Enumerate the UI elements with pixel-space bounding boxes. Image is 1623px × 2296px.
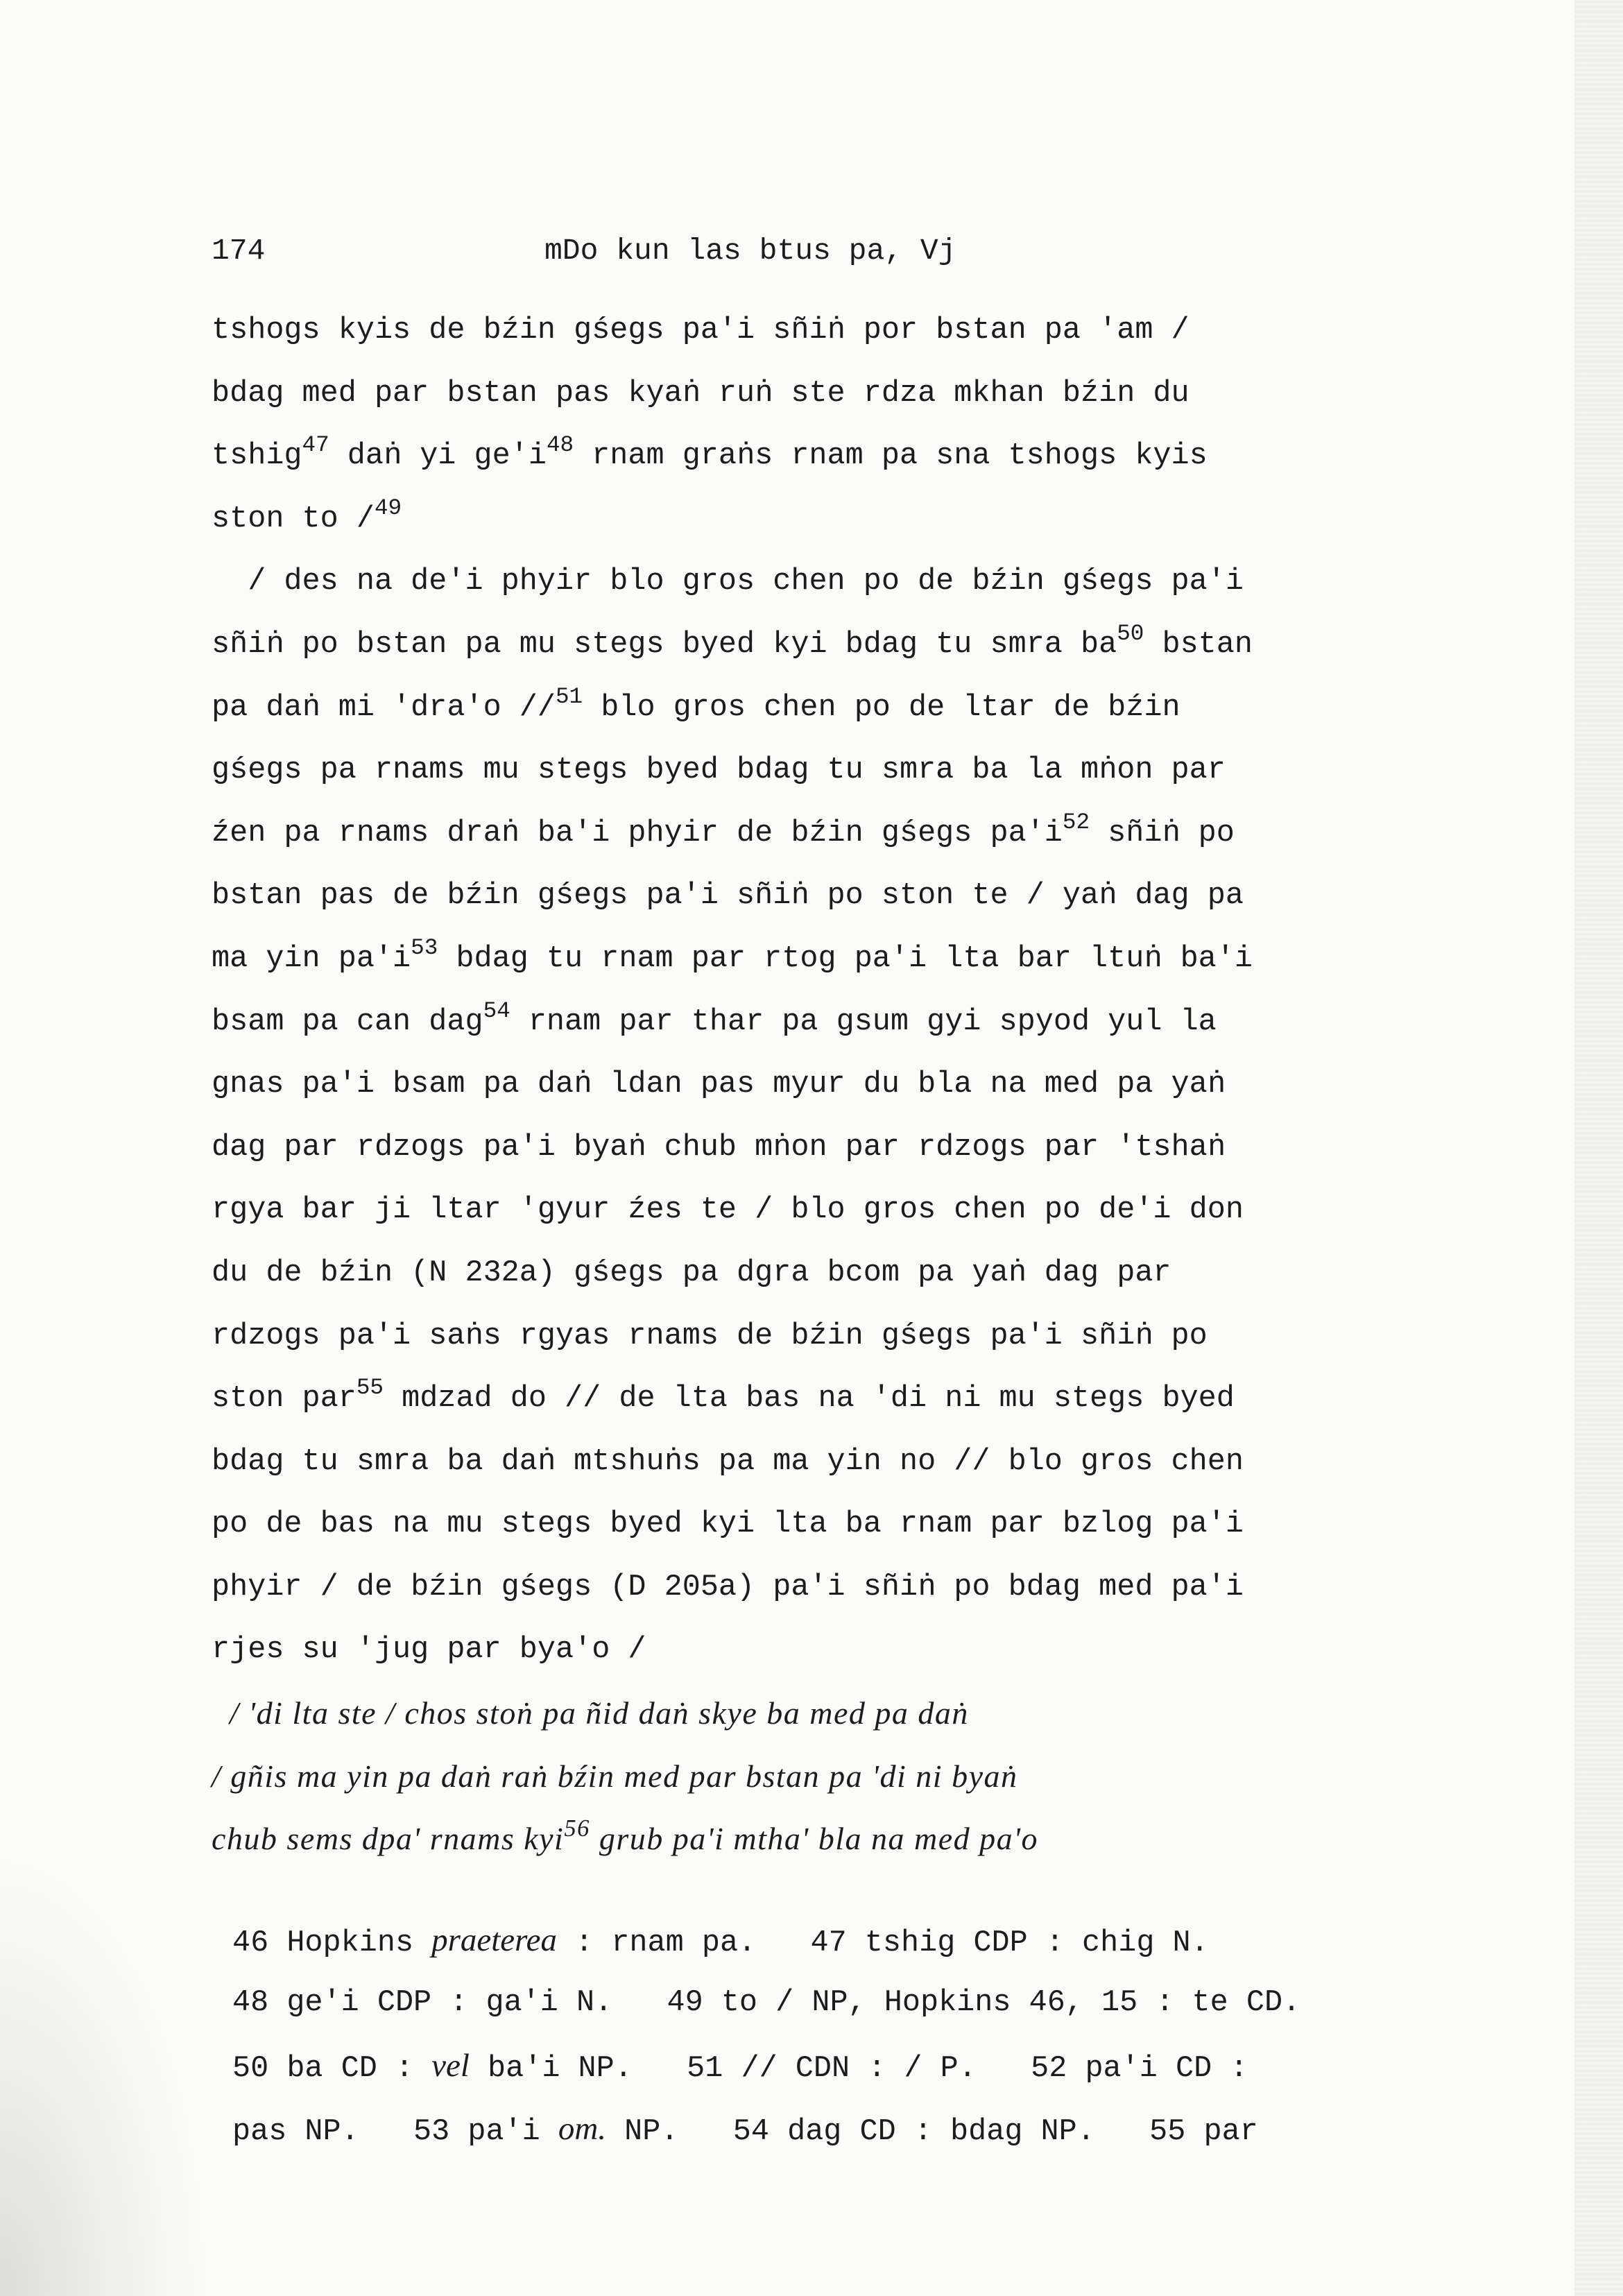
text-segment: / 'di lta ste / chos stoṅ pa ñid daṅ skye ba med pa daṅ [212, 1695, 969, 1731]
body-line [212, 488, 1467, 551]
text-segment: : rnam pa. 47 tshig CDP : chig N. [557, 1926, 1209, 1960]
footnote-ref: 54 [483, 997, 510, 1024]
footnote-ref: 48 [546, 432, 574, 459]
footnote-line [232, 2034, 1481, 2098]
body-line [212, 1117, 1467, 1180]
footnote-ref: 47 [302, 432, 329, 459]
page-number: 174 [212, 234, 266, 268]
italic-term: om. [558, 2110, 607, 2147]
text-segment: tshig [212, 439, 302, 474]
body-line [212, 739, 1467, 803]
italic-line [212, 1808, 1467, 1871]
italic-term: vel [431, 2048, 470, 2084]
body-line [212, 1557, 1467, 1620]
text-segment: bstan [1144, 627, 1253, 662]
footnote-ref: 56 [564, 1815, 590, 1842]
text-segment: / des na de'i phyir blo gros chen po de bźin gśegs pa'i [212, 565, 1244, 599]
text-segment: ston to / [212, 502, 375, 536]
text-segment: rnam graṅs rnam pa sna tshogs kyis [574, 439, 1208, 474]
text-segment: sñiṅ po [1090, 816, 1235, 850]
body-line [212, 1242, 1467, 1305]
text-segment: bdag tu rnam par rtog pa'i lta bar ltuṅ ba'i [438, 941, 1253, 976]
text-segment: tshogs kyis de bźin gśegs pa'i sñiṅ por bstan pa 'am / [212, 314, 1190, 348]
text-segment: 48 ge'i CDP : ga'i N. 49 to / NP, Hopkins 46, 15 : te CD. [232, 1985, 1301, 2020]
body-line [212, 928, 1467, 991]
footnotes [232, 1909, 1481, 2160]
body-lines [212, 300, 1467, 1682]
text-segment: ma yin pa'i [212, 941, 411, 976]
scan-corner-shadow [0, 1852, 208, 2296]
footnote-ref: 55 [356, 1375, 384, 1401]
text-segment: 50 ba CD : [232, 2052, 432, 2087]
text-segment: bstan pas de bźin gśegs pa'i sñiṅ po ston te / yaṅ dag pa [212, 879, 1244, 914]
text-segment: du de bźin (N 232a) gśegs pa dgra bcom pa yaṅ dag par [212, 1256, 1171, 1290]
text-segment: chub sems dpa' rnams kyi [212, 1821, 565, 1857]
text-segment: 46 Hopkins [232, 1926, 432, 1960]
body-line [212, 803, 1467, 866]
footnote-line [232, 1909, 1481, 1972]
italic-passage [212, 1682, 1467, 1871]
text-segment: / gñis ma yin pa daṅ raṅ bźin med par bstan pa 'di ni byaṅ [212, 1758, 1018, 1794]
text-segment: pas NP. 53 pa'i [232, 2114, 558, 2149]
text-segment: rdzogs pa'i saṅs rgyas rnams de bźin gśegs pa'i sñiṅ po [212, 1319, 1208, 1353]
footnote-ref: 52 [1062, 809, 1090, 835]
text-segment: blo gros chen po de ltar de bźin [583, 690, 1180, 725]
body-line [212, 363, 1467, 426]
text-segment: daṅ yi ge'i [329, 439, 547, 474]
text-segment: źen pa rnams draṅ ba'i phyir de bźin gśegs pa'i [212, 816, 1063, 850]
footnote-ref: 51 [555, 683, 583, 710]
text-segment: bsam pa can dag [212, 1004, 483, 1039]
body-line [212, 677, 1467, 740]
text-segment: rnam par thar pa gsum gyi spyod yul la [510, 1004, 1217, 1039]
text-segment: gnas pa'i bsam pa daṅ ldan pas myur du bla na med pa yaṅ [212, 1068, 1226, 1102]
text-segment: mdzad do // de lta bas na 'di ni mu stegs byed [383, 1382, 1235, 1416]
footnote-ref: 53 [411, 935, 438, 961]
text-segment: ston par [212, 1382, 357, 1416]
footnote-ref: 50 [1117, 621, 1144, 647]
body-line [212, 1368, 1467, 1431]
body-line [212, 1305, 1467, 1369]
text-segment: sñiṅ po bstan pa mu stegs byed kyi bdag tu smra ba [212, 627, 1117, 662]
text-segment: po de bas na mu stegs byed kyi lta ba rnam par bzlog pa'i [212, 1507, 1244, 1542]
text-segment: grub pa'i mtha' bla na med pa'o [590, 1821, 1038, 1857]
running-title: mDo kun las btus pa, Vj [544, 234, 956, 268]
text-segment: dag par rdzogs pa'i byaṅ chub mṅon par rdzogs par 'tshaṅ [212, 1130, 1226, 1165]
text-segment: phyir / de bźin gśegs (D 205a) pa'i sñiṅ po bdag med pa'i [212, 1570, 1244, 1604]
body-line [212, 1493, 1467, 1557]
main-text [212, 300, 1467, 1871]
text-segment: bdag tu smra ba daṅ mtshuṅs pa ma yin no // blo gros chen [212, 1444, 1244, 1479]
body-line [212, 425, 1467, 488]
page-header [212, 225, 1446, 281]
body-line [212, 865, 1467, 928]
body-line [212, 991, 1467, 1054]
footnote-line [232, 2098, 1481, 2161]
body-line [212, 1054, 1467, 1117]
text-segment: rjes su 'jug par bya'o / [212, 1633, 646, 1668]
text-segment: pa daṅ mi 'dra'o // [212, 690, 556, 725]
italic-line [212, 1745, 1467, 1808]
italic-line [212, 1682, 1467, 1745]
body-line [212, 614, 1467, 677]
body-line [212, 1179, 1467, 1242]
italic-term: praeterea [431, 1922, 558, 1958]
scan-edge-shadow [1574, 0, 1623, 2296]
text-segment: gśegs pa rnams mu stegs byed bdag tu smra ba la mṅon par [212, 753, 1226, 788]
body-line [212, 300, 1467, 363]
footnote-line [232, 1972, 1481, 2035]
body-line [212, 1431, 1467, 1494]
text-segment: rgya bar ji ltar 'gyur źes te / blo gros chen po de'i don [212, 1193, 1244, 1228]
body-line [212, 1619, 1467, 1682]
text-segment: ba'i NP. 51 // CDN : / P. 52 pa'i CD : [469, 2052, 1248, 2087]
text-segment: NP. 54 dag CD : bdag NP. 55 par [606, 2114, 1258, 2149]
text-segment: bdag med par bstan pas kyaṅ ruṅ ste rdza mkhan bźin du [212, 376, 1190, 411]
body-line [212, 551, 1467, 614]
footnote-ref: 49 [374, 495, 402, 521]
